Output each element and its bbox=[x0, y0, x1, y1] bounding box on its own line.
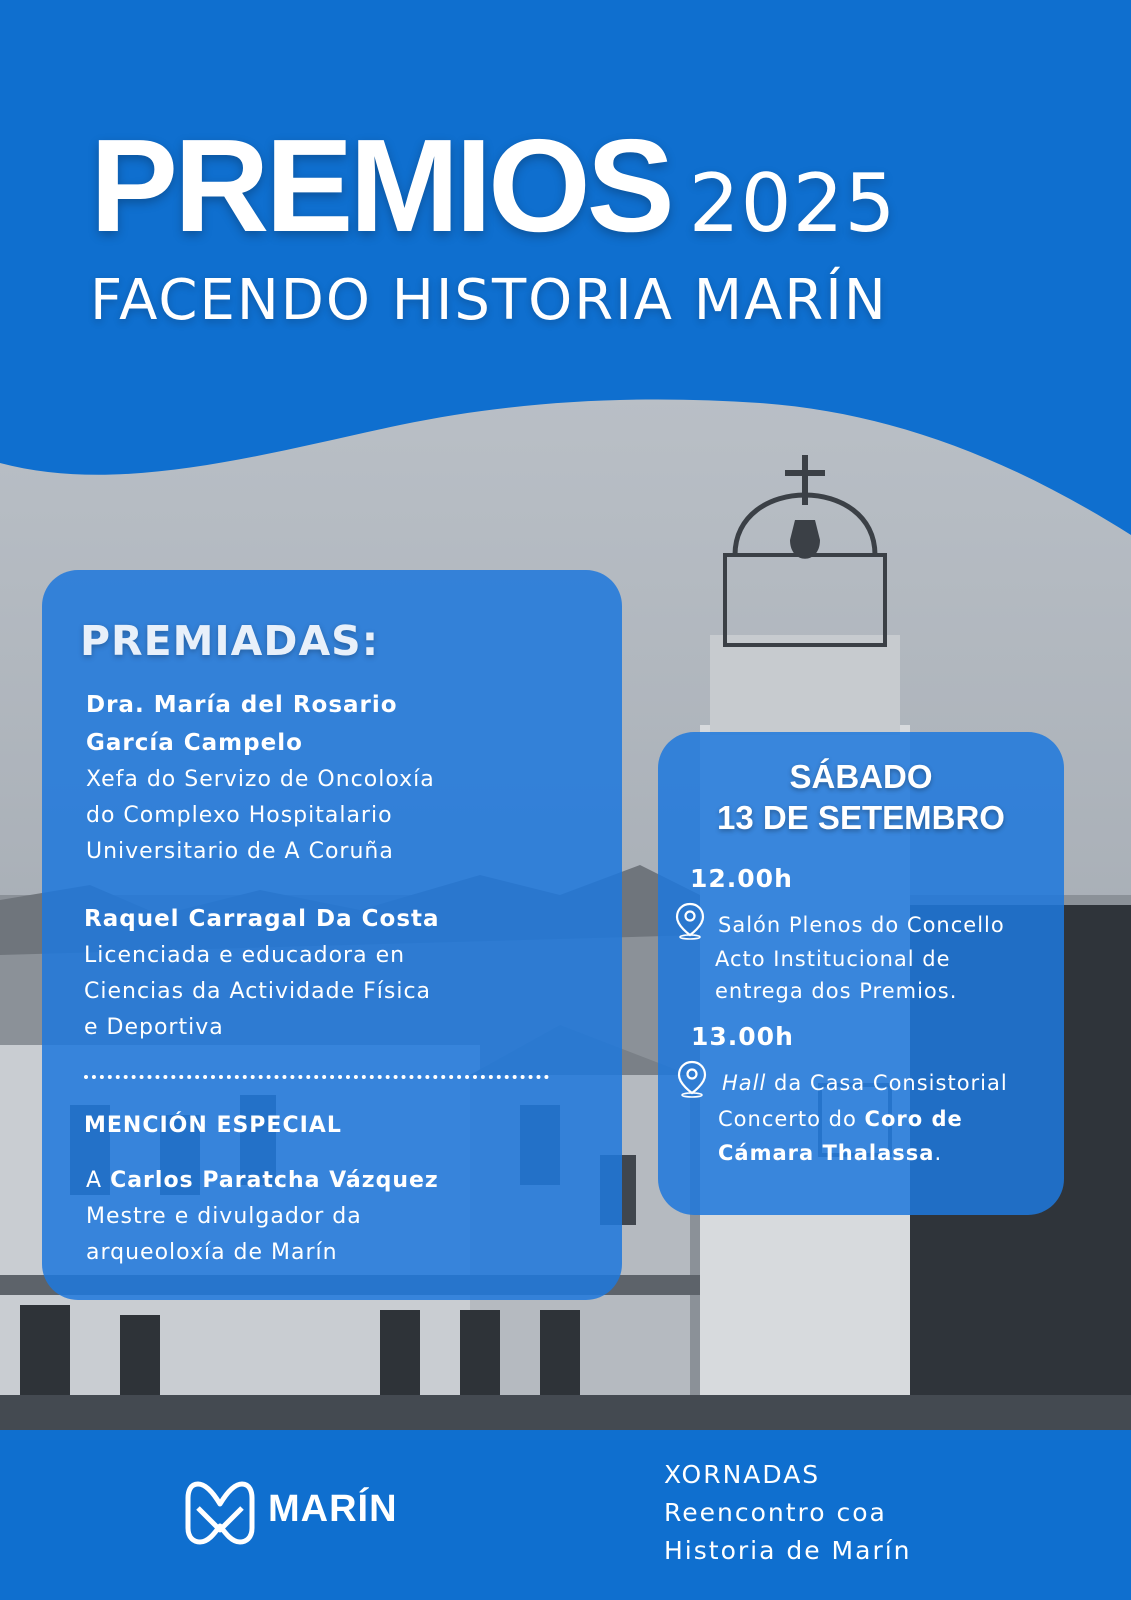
awardees-heading: PREMIADAS: bbox=[80, 617, 380, 665]
event-2-place-rest: da Casa Consistorial bbox=[774, 1071, 1008, 1095]
awardee-1-name-line2: García Campelo bbox=[86, 730, 303, 756]
event-2-line3-bold: Cámara Thalassa bbox=[718, 1141, 935, 1165]
awardee-1-name-line1: Dra. María del Rosario bbox=[86, 692, 398, 718]
awardee-2-name: Raquel Carragal Da Costa bbox=[84, 906, 440, 932]
awardee-2-desc-line3: e Deportiva bbox=[84, 1015, 224, 1040]
title-premios: PREMIOS bbox=[90, 112, 671, 259]
poster-title bbox=[90, 112, 897, 259]
event-2-place bbox=[722, 1067, 1008, 1100]
event-1-line2: Acto Institucional de bbox=[715, 947, 951, 971]
title-year: 2025 bbox=[688, 157, 897, 250]
special-mention-heading: MENCIÓN ESPECIAL bbox=[84, 1113, 342, 1138]
dotted-divider bbox=[84, 1075, 549, 1079]
special-mention-desc-line2: arqueoloxía de Marín bbox=[86, 1240, 338, 1265]
event-1-time: 12.00h bbox=[690, 864, 793, 893]
awardee-1-desc-line2: do Complexo Hospitalario bbox=[86, 803, 393, 828]
awardee-2-desc-line1: Licenciada e educadora en bbox=[84, 943, 406, 968]
event-2-place-italic: Hall bbox=[722, 1071, 767, 1095]
event-2-line3 bbox=[718, 1137, 942, 1170]
map-pin-icon bbox=[675, 902, 705, 940]
series-line2: Reencontro coa bbox=[664, 1498, 887, 1527]
poster-subtitle: FACENDO HISTORIA MARÍN bbox=[90, 268, 888, 333]
marin-logo-text: MARÍN bbox=[268, 1488, 398, 1530]
event-2-line2-bold: Coro de bbox=[864, 1107, 963, 1131]
event-2-line2-prefix: Concerto do bbox=[718, 1107, 857, 1131]
series-line1: XORNADAS bbox=[664, 1460, 821, 1489]
event-1-place: Salón Plenos do Concello bbox=[718, 913, 1005, 937]
special-mention-name: Carlos Paratcha Vázquez bbox=[110, 1168, 439, 1193]
special-mention-name-line bbox=[86, 1163, 439, 1199]
awardee-2-desc-line2: Ciencias da Actividade Física bbox=[84, 979, 432, 1004]
awardee-1-desc-line1: Xefa do Servizo de Oncoloxía bbox=[86, 767, 435, 792]
poster-footer bbox=[0, 1430, 1131, 1600]
event-2-line2 bbox=[718, 1103, 963, 1136]
series-line3: Historia de Marín bbox=[664, 1536, 912, 1565]
event-day: SÁBADO bbox=[789, 758, 933, 795]
awardee-1-desc-line3: Universitario de A Coruña bbox=[86, 839, 394, 864]
event-2-line3-suffix: . bbox=[934, 1141, 943, 1165]
event-1-line3: entrega dos Premios. bbox=[715, 979, 958, 1003]
marin-m-logo-icon bbox=[184, 1478, 256, 1546]
map-pin-icon bbox=[677, 1060, 707, 1098]
event-date: 13 DE SETEMBRO bbox=[717, 799, 1005, 836]
special-mention-desc-line1: Mestre e divulgador da bbox=[86, 1204, 362, 1229]
special-mention-prefix: A bbox=[86, 1168, 103, 1193]
event-2-time: 13.00h bbox=[691, 1022, 794, 1051]
